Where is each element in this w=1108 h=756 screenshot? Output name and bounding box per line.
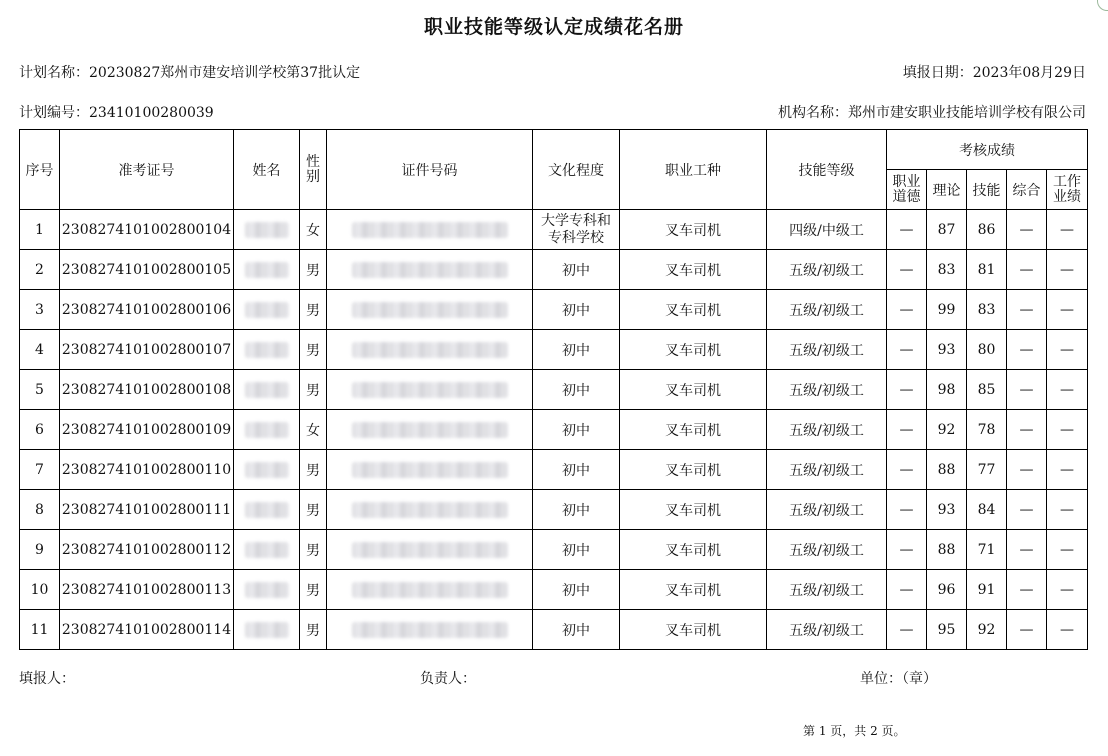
name-cell-redacted xyxy=(234,610,300,650)
table-row xyxy=(20,450,1088,490)
table-row xyxy=(20,530,1088,570)
gender-cell: 男 xyxy=(300,290,327,330)
theory-cell: 93 xyxy=(927,330,967,370)
skill-cell: 77 xyxy=(967,450,1007,490)
score-roster-table xyxy=(19,129,1088,650)
exam-no-cell: 2308274101002800112 xyxy=(60,530,234,570)
header-name: 姓名 xyxy=(234,130,300,210)
overall-cell: — xyxy=(1007,610,1047,650)
redaction-blur xyxy=(245,342,289,358)
exam-no-cell: 2308274101002800113 xyxy=(60,570,234,610)
overall-cell: — xyxy=(1007,210,1047,250)
exam-no-cell: 2308274101002800106 xyxy=(60,290,234,330)
name-cell-redacted xyxy=(234,570,300,610)
occupation-cell: 叉车司机 xyxy=(620,250,767,290)
header-gender: 性 别 xyxy=(300,130,327,210)
gender-cell: 男 xyxy=(300,450,327,490)
work-cell: — xyxy=(1047,610,1088,650)
exam-no-cell: 2308274101002800111 xyxy=(60,490,234,530)
table-row xyxy=(20,330,1088,370)
occupation-cell: 叉车司机 xyxy=(620,370,767,410)
level-cell: 五级/初级工 xyxy=(767,530,887,570)
page-indicator: 第 1 页，共 2 页。 xyxy=(803,724,906,738)
name-cell-redacted xyxy=(234,330,300,370)
ethics-cell: — xyxy=(887,210,927,250)
education-cell: 初中 xyxy=(533,330,620,370)
name-cell-redacted xyxy=(234,210,300,250)
exam-no-cell: 2308274101002800105 xyxy=(60,250,234,290)
seq-cell: 10 xyxy=(20,570,60,610)
redaction-blur xyxy=(245,502,289,518)
skill-cell: 92 xyxy=(967,610,1007,650)
occupation-cell: 叉车司机 xyxy=(620,610,767,650)
occupation-cell: 叉车司机 xyxy=(620,490,767,530)
seq-cell: 11 xyxy=(20,610,60,650)
name-cell-redacted xyxy=(234,530,300,570)
skill-cell: 85 xyxy=(967,370,1007,410)
seq-cell: 9 xyxy=(20,530,60,570)
redaction-blur xyxy=(245,582,289,598)
plan-name: 计划名称：20230827郑州市建安培训学校第37批认定 xyxy=(19,65,361,81)
overall-cell: — xyxy=(1007,330,1047,370)
redaction-blur xyxy=(352,582,508,598)
gender-cell: 男 xyxy=(300,530,327,570)
id-cell-redacted xyxy=(327,570,533,610)
work-cell: — xyxy=(1047,370,1088,410)
occupation-cell: 叉车司机 xyxy=(620,570,767,610)
overall-cell: — xyxy=(1007,370,1047,410)
id-cell-redacted xyxy=(327,370,533,410)
redaction-blur xyxy=(352,342,508,358)
overall-cell: — xyxy=(1007,530,1047,570)
fill-date: 填报日期：2023年08月29日 xyxy=(902,65,1086,81)
header-exam-no: 准考证号 xyxy=(60,130,234,210)
theory-cell: 87 xyxy=(927,210,967,250)
id-cell-redacted xyxy=(327,490,533,530)
name-cell-redacted xyxy=(234,370,300,410)
redaction-blur xyxy=(352,502,508,518)
name-cell-redacted xyxy=(234,290,300,330)
level-cell: 五级/初级工 xyxy=(767,410,887,450)
id-cell-redacted xyxy=(327,610,533,650)
redaction-blur xyxy=(245,462,289,478)
exam-no-cell: 2308274101002800110 xyxy=(60,450,234,490)
overall-cell: — xyxy=(1007,490,1047,530)
seq-cell: 5 xyxy=(20,370,60,410)
theory-cell: 98 xyxy=(927,370,967,410)
redaction-blur xyxy=(352,462,508,478)
name-cell-redacted xyxy=(234,450,300,490)
skill-cell: 86 xyxy=(967,210,1007,250)
seq-cell: 1 xyxy=(20,210,60,250)
overall-cell: — xyxy=(1007,570,1047,610)
redaction-blur xyxy=(352,542,508,558)
level-cell: 五级/初级工 xyxy=(767,610,887,650)
header-occupation: 职业工种 xyxy=(620,130,767,210)
seq-cell: 2 xyxy=(20,250,60,290)
work-cell: — xyxy=(1047,290,1088,330)
filler-label: 填报人： xyxy=(19,671,75,687)
table-row xyxy=(20,290,1088,330)
ethics-cell: — xyxy=(887,490,927,530)
education-cell: 初中 xyxy=(533,290,620,330)
table-row xyxy=(20,570,1088,610)
theory-cell: 99 xyxy=(927,290,967,330)
work-cell: — xyxy=(1047,570,1088,610)
seq-cell: 6 xyxy=(20,410,60,450)
header-skill: 技能 xyxy=(967,170,1007,210)
skill-cell: 91 xyxy=(967,570,1007,610)
table-row xyxy=(20,370,1088,410)
seq-cell: 8 xyxy=(20,490,60,530)
education-cell: 初中 xyxy=(533,530,620,570)
theory-cell: 96 xyxy=(927,570,967,610)
id-cell-redacted xyxy=(327,450,533,490)
redaction-blur xyxy=(352,222,508,238)
ethics-cell: — xyxy=(887,410,927,450)
gender-cell: 男 xyxy=(300,610,327,650)
ethics-cell: — xyxy=(887,370,927,410)
overall-cell: — xyxy=(1007,450,1047,490)
header-education: 文化程度 xyxy=(533,130,620,210)
id-cell-redacted xyxy=(327,250,533,290)
education-cell: 初中 xyxy=(533,410,620,450)
redaction-blur xyxy=(245,262,289,278)
header-work: 工作 业绩 xyxy=(1047,170,1088,210)
education-cell: 初中 xyxy=(533,250,620,290)
seq-cell: 3 xyxy=(20,290,60,330)
occupation-cell: 叉车司机 xyxy=(620,530,767,570)
occupation-cell: 叉车司机 xyxy=(620,330,767,370)
header-ethics: 职业 道德 xyxy=(887,170,927,210)
redaction-blur xyxy=(352,622,508,638)
corner-decoration xyxy=(1097,0,1108,11)
work-cell: — xyxy=(1047,490,1088,530)
education-cell: 初中 xyxy=(533,490,620,530)
ethics-cell: — xyxy=(887,610,927,650)
skill-cell: 84 xyxy=(967,490,1007,530)
ethics-cell: — xyxy=(887,570,927,610)
gender-cell: 女 xyxy=(300,210,327,250)
ethics-cell: — xyxy=(887,330,927,370)
level-cell: 五级/初级工 xyxy=(767,570,887,610)
education-cell: 初中 xyxy=(533,450,620,490)
ethics-cell: — xyxy=(887,290,927,330)
institution-name: 机构名称：郑州市建安职业技能培训学校有限公司 xyxy=(778,105,1086,121)
theory-cell: 92 xyxy=(927,410,967,450)
exam-no-cell: 2308274101002800109 xyxy=(60,410,234,450)
table-row xyxy=(20,250,1088,290)
exam-no-cell: 2308274101002800107 xyxy=(60,330,234,370)
level-cell: 五级/初级工 xyxy=(767,330,887,370)
ethics-cell: — xyxy=(887,250,927,290)
table-row xyxy=(20,410,1088,450)
level-cell: 五级/初级工 xyxy=(767,370,887,410)
unit-seal-label: 单位：（章） xyxy=(860,671,937,687)
id-cell-redacted xyxy=(327,410,533,450)
name-cell-redacted xyxy=(234,490,300,530)
header-seq: 序号 xyxy=(20,130,60,210)
occupation-cell: 叉车司机 xyxy=(620,450,767,490)
table-row xyxy=(20,490,1088,530)
redaction-blur xyxy=(245,422,289,438)
education-cell: 初中 xyxy=(533,570,620,610)
seq-cell: 7 xyxy=(20,450,60,490)
id-cell-redacted xyxy=(327,330,533,370)
redaction-blur xyxy=(352,382,508,398)
work-cell: — xyxy=(1047,210,1088,250)
skill-cell: 81 xyxy=(967,250,1007,290)
work-cell: — xyxy=(1047,410,1088,450)
redaction-blur xyxy=(352,262,508,278)
redaction-blur xyxy=(245,622,289,638)
theory-cell: 93 xyxy=(927,490,967,530)
ethics-cell: — xyxy=(887,530,927,570)
gender-cell: 男 xyxy=(300,250,327,290)
header-overall: 综合 xyxy=(1007,170,1047,210)
work-cell: — xyxy=(1047,330,1088,370)
header-scores: 考核成绩 xyxy=(887,130,1088,170)
redaction-blur xyxy=(352,422,508,438)
id-cell-redacted xyxy=(327,210,533,250)
education-cell: 大学专科和 专科学校 xyxy=(533,210,620,250)
header-id-no: 证件号码 xyxy=(327,130,533,210)
work-cell: — xyxy=(1047,250,1088,290)
skill-cell: 78 xyxy=(967,410,1007,450)
id-cell-redacted xyxy=(327,290,533,330)
theory-cell: 83 xyxy=(927,250,967,290)
exam-no-cell: 2308274101002800114 xyxy=(60,610,234,650)
gender-cell: 女 xyxy=(300,410,327,450)
name-cell-redacted xyxy=(234,410,300,450)
redaction-blur xyxy=(352,302,508,318)
level-cell: 五级/初级工 xyxy=(767,250,887,290)
overall-cell: — xyxy=(1007,290,1047,330)
responsible-label: 负责人： xyxy=(420,671,476,687)
table-row xyxy=(20,210,1088,250)
skill-cell: 80 xyxy=(967,330,1007,370)
education-cell: 初中 xyxy=(533,610,620,650)
overall-cell: — xyxy=(1007,410,1047,450)
name-cell-redacted xyxy=(234,250,300,290)
work-cell: — xyxy=(1047,450,1088,490)
redaction-blur xyxy=(245,302,289,318)
work-cell: — xyxy=(1047,530,1088,570)
gender-cell: 男 xyxy=(300,490,327,530)
header-theory: 理论 xyxy=(927,170,967,210)
level-cell: 五级/初级工 xyxy=(767,450,887,490)
education-cell: 初中 xyxy=(533,370,620,410)
ethics-cell: — xyxy=(887,450,927,490)
theory-cell: 95 xyxy=(927,610,967,650)
redaction-blur xyxy=(245,542,289,558)
theory-cell: 88 xyxy=(927,530,967,570)
skill-cell: 71 xyxy=(967,530,1007,570)
level-cell: 五级/初级工 xyxy=(767,290,887,330)
plan-number: 计划编号：23410100280039 xyxy=(19,105,214,121)
skill-cell: 83 xyxy=(967,290,1007,330)
occupation-cell: 叉车司机 xyxy=(620,410,767,450)
level-cell: 四级/中级工 xyxy=(767,210,887,250)
occupation-cell: 叉车司机 xyxy=(620,290,767,330)
overall-cell: — xyxy=(1007,250,1047,290)
id-cell-redacted xyxy=(327,530,533,570)
exam-no-cell: 2308274101002800104 xyxy=(60,210,234,250)
redaction-blur xyxy=(245,222,289,238)
gender-cell: 男 xyxy=(300,370,327,410)
gender-cell: 男 xyxy=(300,330,327,370)
level-cell: 五级/初级工 xyxy=(767,490,887,530)
table-row xyxy=(20,610,1088,650)
theory-cell: 88 xyxy=(927,450,967,490)
exam-no-cell: 2308274101002800108 xyxy=(60,370,234,410)
seq-cell: 4 xyxy=(20,330,60,370)
header-skill-level: 技能等级 xyxy=(767,130,887,210)
redaction-blur xyxy=(245,382,289,398)
document-title: 职业技能等级认定成绩花名册 xyxy=(423,16,684,38)
gender-cell: 男 xyxy=(300,570,327,610)
occupation-cell: 叉车司机 xyxy=(620,210,767,250)
